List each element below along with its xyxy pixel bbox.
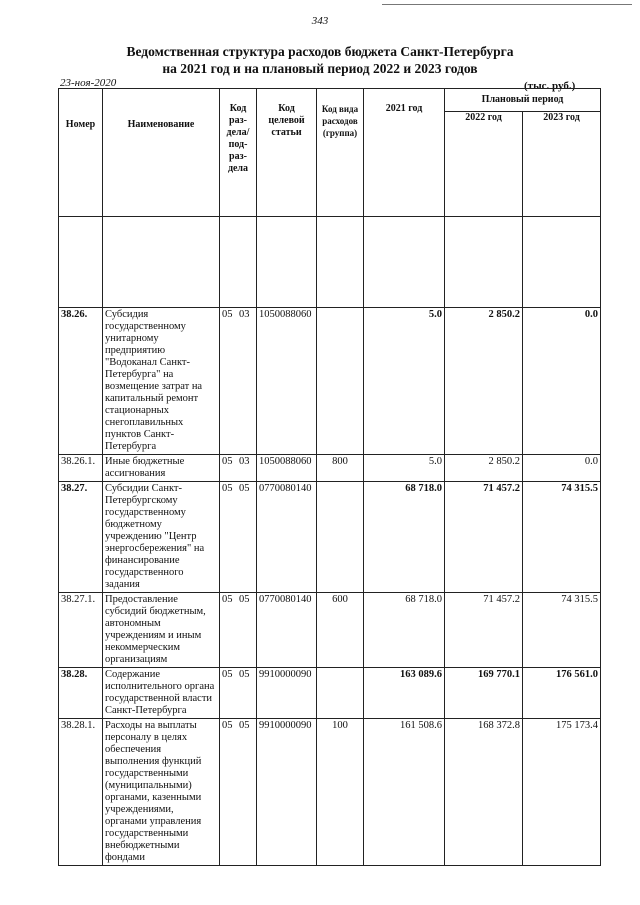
row-amount-2022: 71 457.2 [445, 482, 523, 593]
podrazdel-code: 05 [239, 594, 250, 605]
title-line-1: Ведомственная структура расходов бюджета Санкт-Петербурга [126, 44, 514, 59]
row-name: Предоставление субсидий бюджетным, автономным учреждениям и иным некоммерческим организациям [103, 593, 220, 668]
row-razdel [220, 668, 257, 719]
row-razdel [220, 455, 257, 482]
row-amount-2021: 68 718.0 [364, 482, 445, 593]
row-vid-code: 600 [317, 593, 364, 668]
table-header [59, 89, 601, 217]
header-2021: 2021 год [364, 89, 445, 217]
podrazdel-code: 05 [239, 669, 250, 680]
empty-row [59, 217, 601, 308]
row-amount-2023: 176 561.0 [523, 668, 601, 719]
table-row [59, 593, 601, 668]
table-body [59, 217, 601, 866]
row-amount-2022: 169 770.1 [445, 668, 523, 719]
header-2022: 2022 год [445, 112, 523, 217]
row-razdel [220, 308, 257, 455]
row-vid-code [317, 308, 364, 455]
row-number: 38.28. [59, 668, 103, 719]
row-vid-code: 800 [317, 455, 364, 482]
row-name: Субсидия государственному унитарному предприятию "Водоканал Санкт-Петербурга" на возмещение затрат на капитальный ремонт стационарных снегоплавильных пунктов Санкт-Петербурга [103, 308, 220, 455]
header-name: Наименование [103, 89, 220, 217]
row-number: 38.26. [59, 308, 103, 455]
table-row [59, 455, 601, 482]
row-target-code: 0770080140 [257, 593, 317, 668]
razdel-code: 05 [222, 669, 233, 680]
row-name: Субсидии Санкт-Петербургскому государственному бюджетному учреждению "Центр энергосбережения" на финансирование государственного задания [103, 482, 220, 593]
row-amount-2021: 163 089.6 [364, 668, 445, 719]
row-amount-2022: 168 372.8 [445, 719, 523, 866]
row-amount-2023: 74 315.5 [523, 593, 601, 668]
razdel-code: 05 [222, 594, 233, 605]
report-date: 23-ноя-2020 [60, 77, 117, 89]
row-amount-2021: 161 508.6 [364, 719, 445, 866]
podrazdel-code: 03 [239, 309, 250, 320]
table-row [59, 719, 601, 866]
row-amount-2023: 0.0 [523, 308, 601, 455]
row-target-code: 0770080140 [257, 482, 317, 593]
row-razdel [220, 719, 257, 866]
row-number: 38.27.1. [59, 593, 103, 668]
table-row [59, 308, 601, 455]
row-amount-2023: 175 173.4 [523, 719, 601, 866]
row-razdel [220, 482, 257, 593]
row-amount-2023: 0.0 [523, 455, 601, 482]
podrazdel-code: 05 [239, 720, 250, 731]
row-number: 38.26.1. [59, 455, 103, 482]
razdel-code: 05 [222, 456, 233, 467]
row-name: Расходы на выплаты персоналу в целях обеспечения выполнения функций государственными (муниципальными) органами, казенными учреждениями, органами управления государственными внебюджетными фондами [103, 719, 220, 866]
row-amount-2022: 2 850.2 [445, 308, 523, 455]
header-vid: Код вида расходов (группа) [317, 89, 364, 217]
podrazdel-code: 05 [239, 483, 250, 494]
row-amount-2022: 2 850.2 [445, 455, 523, 482]
header-plan-period: Плановый период [445, 89, 601, 112]
row-amount-2021: 5.0 [364, 308, 445, 455]
row-name: Иные бюджетные ассигнования [103, 455, 220, 482]
razdel-code: 05 [222, 483, 233, 494]
razdel-code: 05 [222, 309, 233, 320]
top-rule [382, 4, 632, 5]
units-label: (тыс. руб.) [524, 80, 576, 92]
podrazdel-code: 03 [239, 456, 250, 467]
title-line-2: на 2021 год и на плановый период 2022 и 2023 годов [162, 61, 478, 76]
table-row [59, 668, 601, 719]
row-amount-2022: 71 457.2 [445, 593, 523, 668]
row-razdel [220, 593, 257, 668]
row-amount-2021: 68 718.0 [364, 593, 445, 668]
page-number: 343 [311, 15, 329, 27]
row-amount-2023: 74 315.5 [523, 482, 601, 593]
header-2023: 2023 год [523, 112, 601, 217]
budget-table [58, 88, 601, 866]
row-name: Содержание исполнительного органа государственной власти Санкт-Петербурга [103, 668, 220, 719]
razdel-code: 05 [222, 720, 233, 731]
row-amount-2021: 5.0 [364, 455, 445, 482]
row-target-code: 9910000090 [257, 668, 317, 719]
row-vid-code [317, 482, 364, 593]
header-razdel: Код раз-дела/ под-раз-дела [220, 89, 257, 217]
row-target-code: 1050088060 [257, 308, 317, 455]
row-target-code: 1050088060 [257, 455, 317, 482]
row-vid-code: 100 [317, 719, 364, 866]
header-number: Номер [59, 89, 103, 217]
row-number: 38.27. [59, 482, 103, 593]
row-number: 38.28.1. [59, 719, 103, 866]
header-target: Код целевой статьи [257, 89, 317, 217]
row-vid-code [317, 668, 364, 719]
row-target-code: 9910000090 [257, 719, 317, 866]
table-row [59, 482, 601, 593]
